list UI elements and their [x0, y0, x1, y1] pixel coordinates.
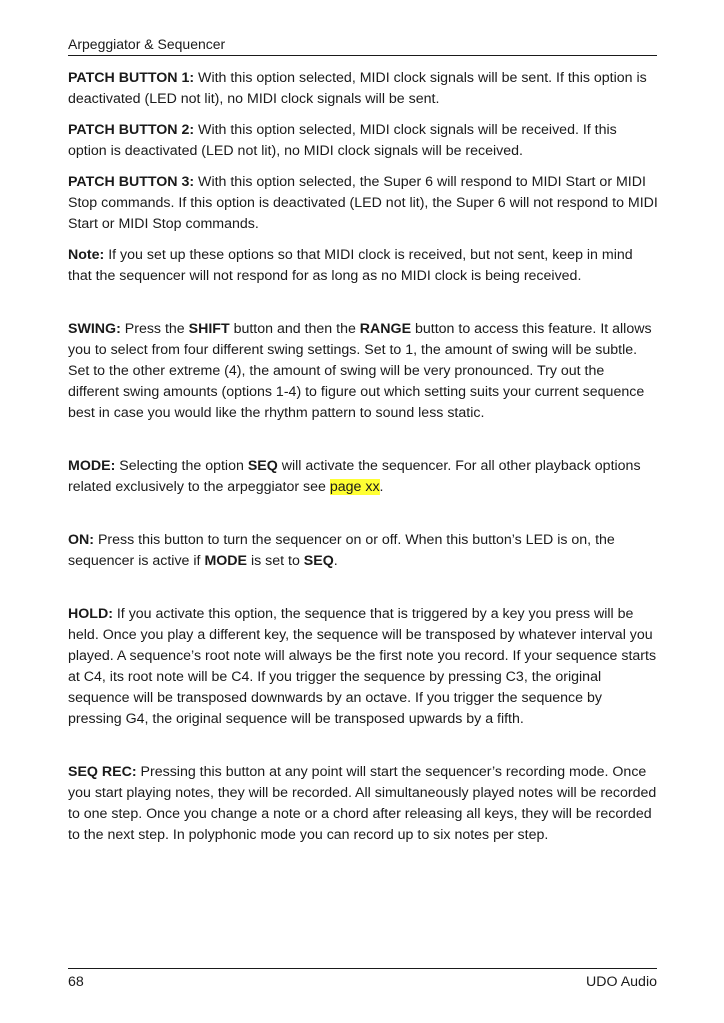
hold-paragraph: HOLD: If you activate this option, the sequence that is triggered by a key you press will be held. Once you play a different key, the sequence will be transposed by whatever interval you played. A sequence’s root note will always be the first note you record. If your sequence starts at C4, its root note will be C4. If you trigger the sequence by pressing C3, the original sequence will be transposed downwards by an octave. If you trigger the sequence by pressing G4, the original sequence will be transposed upwards by a fifth. — [68, 606, 657, 727]
page-number: 68 — [68, 974, 84, 990]
patch-button-3-paragraph: PATCH BUTTON 3: With this option selected, the Super 6 will respond to MIDI Start or MIDI Stop commands. If this option is deactivated (LED not lit), the Super 6 will not respond to MIDI Start or MIDI Stop commands. — [68, 174, 658, 232]
seq-rec-paragraph: SEQ REC: Pressing this button at any point will start the sequencer’s recording mode. Once you start playing notes, they will be recorded. All simultaneously played notes will be recorded to one step. Once you change a note or a chord after releasing all keys, they will be recorded to the next step. In polyphonic mode you can record up to six notes per step. — [68, 764, 657, 843]
on-paragraph: ON: Press this button to turn the sequencer on or off. When this button’s LED is on, the sequencer is active if MODE is set to SEQ. — [68, 532, 615, 569]
patch-button-2-paragraph: PATCH BUTTON 2: With this option selected, MIDI clock signals will be received. If this option is deactivated (LED not lit), no MIDI clock signals will be received. — [68, 122, 617, 159]
patch-button-1-paragraph: PATCH BUTTON 1: With this option selected, MIDI clock signals will be sent. If this option is deactivated (LED not lit), no MIDI clock signals will be sent. — [68, 70, 647, 107]
page-footer — [68, 968, 657, 990]
note-paragraph: Note: If you set up these options so that MIDI clock is received, but not sent, keep in mind that the sequencer will not respond for as long as no MIDI clock is being received. — [68, 247, 633, 284]
page-header — [68, 36, 657, 56]
footer-brand: UDO Audio — [586, 974, 657, 990]
mode-paragraph: MODE: Selecting the option SEQ will activate the sequencer. For all other playback options related exclusively to the arpeggiator see page xx. — [68, 458, 641, 495]
header-title: Arpeggiator & Sequencer — [68, 36, 226, 52]
swing-paragraph: SWING: Press the SHIFT button and then the RANGE button to access this feature. It allows you to select from four different swing settings. Set to 1, the amount of swing will be subtle. Set to the other extreme (4), the amount of swing will be very pronounced. Try out the different swing amounts (options 1-4) to figure out which setting suits your current sequence best in case you would like the rhythm pattern to sound less static. — [68, 321, 652, 421]
page-content — [68, 68, 658, 846]
page-xx-link[interactable]: page xx — [329, 479, 380, 495]
